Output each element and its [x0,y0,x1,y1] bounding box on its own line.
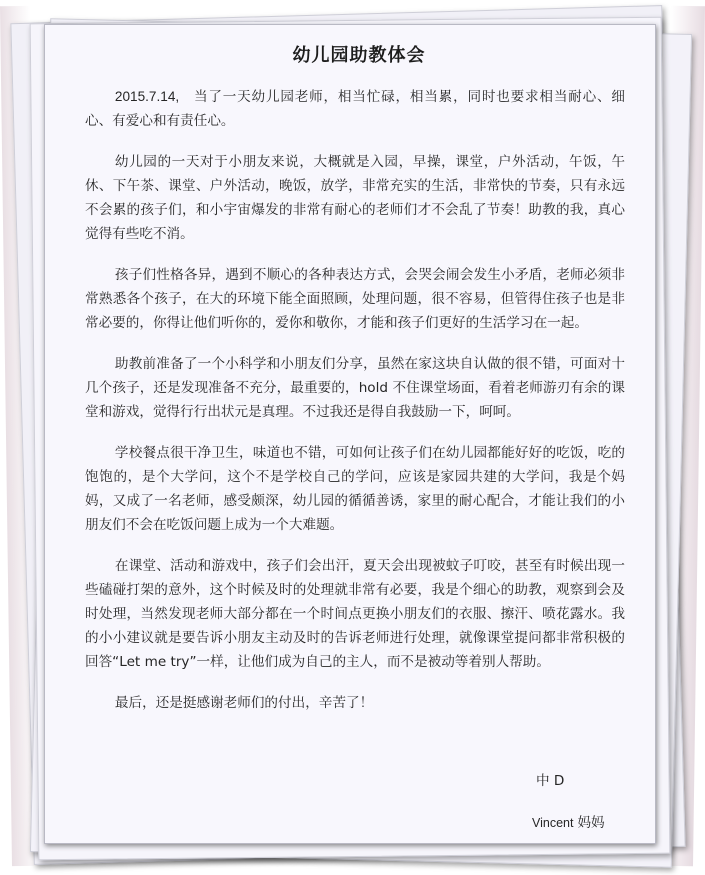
signature-english-name: Vincent [532,816,574,830]
paragraph: 助教前准备了一个小科学和小朋友们分享，虽然在家这块自认做的很不错，可面对十几个孩子，还是发现准备不充分，最重要的，hold 不住课堂场面，看着老师游刃有余的课堂和游戏，觉得行行出状元是真理。不过我还是得自我鼓励一下，呵呵。 [85,356,625,420]
paragraph-closing: 最后，还是挺感谢老师们的付出，辛苦了！ [114,695,374,711]
paragraph: 在课堂、活动和游戏中，孩子们会出汗，夏天会出现被蚊子叮咬，甚至有时候出现一些磕碰打架的意外，这个时候及时的处理就非常有必要，我是个细心的助教，观察到会及时处理，当然发现老师大部分都在一个时间点更换小朋友们的衣服、擦汗、喷花露水。我的小小建议就是要告诉小朋友主动及时的告诉老师进行处理，就像课堂提问都非常积极的回答“Let me try”一样，让他们成为自己的主人，而不是被动等着别人帮助。 [85,558,625,670]
paragraph: 学校餐点很干净卫生，味道也不错，可如何让孩子们在幼儿园都能好好的吃饭，吃的饱饱的，是个大学问，这个不是学校自己的学问，应该是家园共建的大学问，我是个妈妈，又成了一名老师，感受颇深，幼儿园的循循善诱，家里的耐心配合，才能让我们的小朋友们不会在吃饭问题上成为一个大难题。 [85,445,625,533]
signature-author [532,811,605,831]
paragraph: 孩子们性格各异，遇到不顺心的各种表达方式，会哭会闹会发生小矛盾，老师必须非常熟悉各个孩子，在大的环境下能全面照顾，处理问题，很不容易，但管得住孩子也是非常必要的，你得让他们听你的，爱你和敬你，才能和孩子们更好的生活学习在一起。 [85,267,625,331]
paragraph: 幼儿园的一天对于小朋友来说，大概就是入园，早操，课堂，户外活动，午饭，午休、下午茶、课堂、户外活动，晚饭，放学，非常充实的生活，非常快的节奏，只有永远不会累的孩子们，和小宇宙爆发的非常有耐心的老师们才不会乱了节奏！助教的我，真心觉得有些吃不消。 [85,154,625,242]
paragraph-intro [85,85,625,133]
document-date: 2015.7.14, [114,89,180,104]
signature-class: 中 D [536,773,565,789]
letter-page [44,24,656,844]
paragraph-text: 当了一天幼儿园老师，相当忙碌，相当累，同时也要求相当耐心、细心、有爱心和有责任心。 [85,89,625,129]
document-title: 幼儿园助教体会 [292,45,426,66]
signature-chinese-role: 妈妈 [577,815,605,831]
